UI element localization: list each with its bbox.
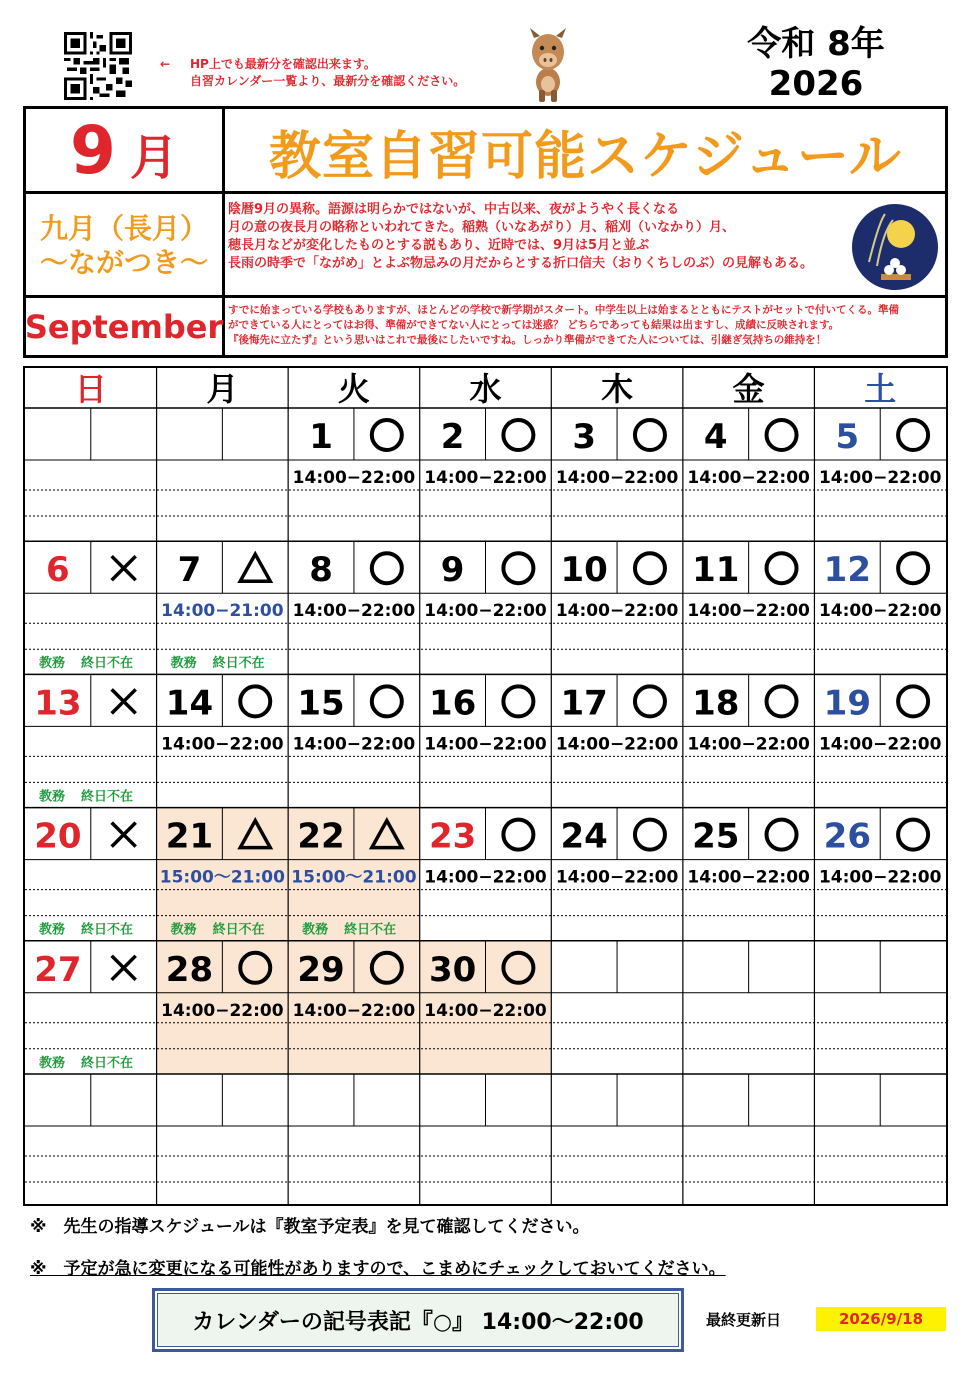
- closed-label: 終日不在: [81, 922, 134, 938]
- open-circle-icon: [503, 686, 533, 716]
- weekday-header: 木: [601, 370, 634, 408]
- day-number: 18: [692, 683, 740, 724]
- cross-icon: [112, 823, 136, 847]
- day-number: 7: [177, 550, 202, 591]
- open-hours: 14:00−22:00: [555, 734, 679, 755]
- open-circle-icon: [635, 820, 665, 850]
- day-number: 9: [440, 550, 465, 591]
- cross-icon: [112, 556, 136, 580]
- sept-line: ができている人にとってはお得、準備ができてない人にとっては迷惑？ どちらであっても結果は出ますし、成績に反映されます。: [228, 319, 840, 331]
- open-hours: 14:00−22:00: [161, 1000, 284, 1021]
- day-number: 21: [165, 816, 214, 857]
- day-number: 10: [560, 550, 608, 591]
- hp-note-line2: 自習カレンダー一覧より、最新分を確認ください。: [190, 74, 466, 88]
- reiwa-year: 令和 8年: [747, 24, 885, 64]
- open-circle-icon: [898, 686, 928, 716]
- open-hours: 14:00−22:00: [687, 734, 810, 755]
- day-number: 23: [428, 816, 477, 857]
- open-hours: 15:00～21:00: [291, 867, 417, 888]
- day-number: 1: [309, 417, 333, 457]
- open-hours: 14:00−22:00: [292, 1000, 416, 1021]
- day-number: 6: [46, 550, 70, 591]
- origin-line: 月の意の夜長月の略称といわれてきた。稲熟（いなあがり）月、稲刈（いなかり）月、: [228, 220, 736, 235]
- day-number: 28: [165, 949, 214, 990]
- origin-line: 長雨の時季で「ながめ」とよぶ物忌みの月だからとする折口信夫（おりくちしのぶ）の見解もある。: [228, 256, 814, 271]
- closed-label: 終日不在: [212, 656, 265, 672]
- arrow-left-icon: ←: [160, 57, 171, 71]
- weekday-header: 土: [864, 370, 897, 408]
- open-circle-icon: [898, 820, 928, 850]
- day-number: 8: [309, 550, 333, 591]
- open-circle-icon: [372, 686, 402, 716]
- september-note: [228, 303, 944, 348]
- day-number: 20: [34, 816, 82, 857]
- weekday-header: 日: [74, 370, 107, 408]
- staff-label: 教務: [39, 1055, 66, 1071]
- open-circle-icon: [767, 820, 797, 850]
- calendar-svg: [25, 368, 946, 1204]
- open-circle-icon: [503, 553, 533, 583]
- western-year: 2026: [768, 64, 864, 104]
- open-circle-icon: [635, 553, 665, 583]
- open-hours: 14:00−21:00: [161, 601, 284, 622]
- open-hours: 14:00−22:00: [424, 867, 547, 888]
- open-circle-icon: [898, 553, 928, 583]
- cross-icon: [112, 956, 136, 980]
- open-hours: 15:00～21:00: [159, 867, 285, 888]
- calendar-grid: [23, 366, 948, 1206]
- open-circle-icon: [240, 686, 270, 716]
- staff-label: 教務: [39, 922, 66, 938]
- day-number: 27: [34, 949, 82, 990]
- open-hours: 14:00−22:00: [687, 867, 810, 888]
- hp-note-line1: HP上でも最新分を確認出来ます。: [190, 57, 376, 71]
- staff-label: 教務: [39, 789, 66, 805]
- open-hours: 14:00−22:00: [818, 601, 942, 622]
- open-circle-icon: [635, 686, 665, 716]
- cross-icon: [112, 689, 136, 713]
- header-table: [23, 106, 948, 358]
- boar-mascot-icon: [524, 28, 572, 104]
- open-hours: 14:00−22:00: [424, 601, 547, 622]
- origin-line: 陰暦9月の異称。語源は明らかではないが、中古以来、夜がようやく長くなる: [228, 202, 680, 217]
- staff-label: 教務: [170, 922, 197, 938]
- staff-label: 教務: [302, 922, 329, 938]
- day-number: 4: [703, 417, 728, 457]
- day-number: 25: [692, 816, 740, 857]
- moon-viewing-icon: [849, 202, 941, 292]
- open-circle-icon: [635, 420, 665, 450]
- open-hours: 14:00−22:00: [292, 734, 416, 755]
- last-updated-date: 2026/9/18: [816, 1307, 946, 1331]
- open-circle-icon: [898, 420, 928, 450]
- day-number: 19: [823, 683, 871, 724]
- day-number: 26: [823, 816, 871, 857]
- open-circle-icon: [372, 420, 402, 450]
- closed-label: 終日不在: [212, 922, 265, 938]
- era-year: [728, 24, 904, 104]
- open-hours: 14:00−22:00: [424, 468, 547, 488]
- weekday-header: 火: [337, 370, 370, 408]
- kugatsu-line2: ～ながつき～: [39, 246, 208, 279]
- day-number: 30: [428, 949, 477, 990]
- day-number: 17: [560, 683, 608, 724]
- weekday-header: 月: [206, 370, 239, 408]
- open-circle-icon: [503, 820, 533, 850]
- open-hours: 14:00−22:00: [292, 601, 416, 622]
- month-label: [26, 109, 222, 193]
- page-title: 教室自習可能スケジュール: [269, 126, 902, 187]
- open-circle-icon: [767, 420, 797, 450]
- open-hours: 14:00−22:00: [161, 734, 284, 755]
- month-origin-text: [228, 201, 848, 273]
- last-updated-label: 最終更新日: [706, 1311, 782, 1329]
- day-number: 2: [440, 417, 465, 457]
- month-char: 月: [129, 130, 178, 186]
- weekday-header: 金: [732, 370, 765, 408]
- day-number: 14: [165, 683, 214, 724]
- triangle-icon: [240, 554, 270, 581]
- open-hours: 14:00−22:00: [818, 734, 942, 755]
- closed-label: 終日不在: [81, 656, 134, 672]
- day-number: 5: [835, 417, 860, 457]
- open-hours: 14:00−22:00: [818, 867, 942, 888]
- qr-code-icon: [64, 32, 132, 100]
- closed-label: 終日不在: [81, 789, 134, 805]
- open-circle-icon: [372, 553, 402, 583]
- open-hours: 14:00−22:00: [292, 468, 416, 488]
- staff-label: 教務: [39, 656, 66, 672]
- open-hours: 14:00−22:00: [555, 601, 679, 622]
- day-number: 3: [572, 417, 597, 457]
- day-number: 15: [297, 683, 345, 724]
- origin-line: 穂長月などが変化したものとする説もあり、近時では、9月は5月と並ぶ: [228, 238, 650, 253]
- open-circle-icon: [767, 553, 797, 583]
- note-teacher-schedule: ※ 先生の指導スケジュールは『教室予定表』を見て確認してください。: [30, 1217, 590, 1237]
- closed-label: 終日不在: [81, 1055, 134, 1071]
- sept-line: すでに始まっている学校もありますが、ほとんどの学校で新学期がスタート。中学生以上は始まるとともにテストがセットで付いてくる。準備: [228, 304, 899, 316]
- sept-line: 『後悔先に立たず』という思いはこれで最後にしたいですね。しっかり準備ができてた人については、引継ぎ気持ちの維持を！: [228, 334, 827, 346]
- staff-label: 教務: [170, 656, 197, 672]
- day-number: 29: [297, 949, 345, 990]
- day-number: 22: [297, 816, 345, 857]
- weekday-header: 水: [469, 370, 502, 408]
- note-schedule-change: ※ 予定が急に変更になる可能性がありますので、こまめにチェックしておいてください。: [30, 1259, 726, 1279]
- open-hours: 14:00−22:00: [687, 601, 810, 622]
- month-japanese-name: [26, 195, 222, 297]
- open-hours: 14:00−22:00: [687, 468, 810, 488]
- open-hours: 14:00−22:00: [555, 468, 679, 488]
- hp-note: [160, 56, 465, 90]
- open-hours: 14:00−22:00: [424, 734, 547, 755]
- open-hours: 14:00−22:00: [424, 1000, 547, 1021]
- open-hours: 14:00−22:00: [818, 468, 942, 488]
- symbol-legend: カレンダーの記号表記『○』 14:00～22:00: [152, 1288, 684, 1352]
- day-number: 11: [692, 550, 740, 591]
- day-number: 16: [428, 683, 477, 724]
- open-hours: 14:00−22:00: [555, 867, 679, 888]
- september-label: September: [24, 308, 224, 346]
- day-number: 13: [34, 683, 82, 724]
- open-circle-icon: [503, 420, 533, 450]
- closed-label: 終日不在: [344, 922, 397, 938]
- day-number: 12: [823, 550, 871, 591]
- month-number: 9: [70, 112, 116, 189]
- kugatsu-line1: 九月（長月）: [39, 212, 208, 245]
- day-number: 24: [560, 816, 608, 857]
- open-circle-icon: [767, 686, 797, 716]
